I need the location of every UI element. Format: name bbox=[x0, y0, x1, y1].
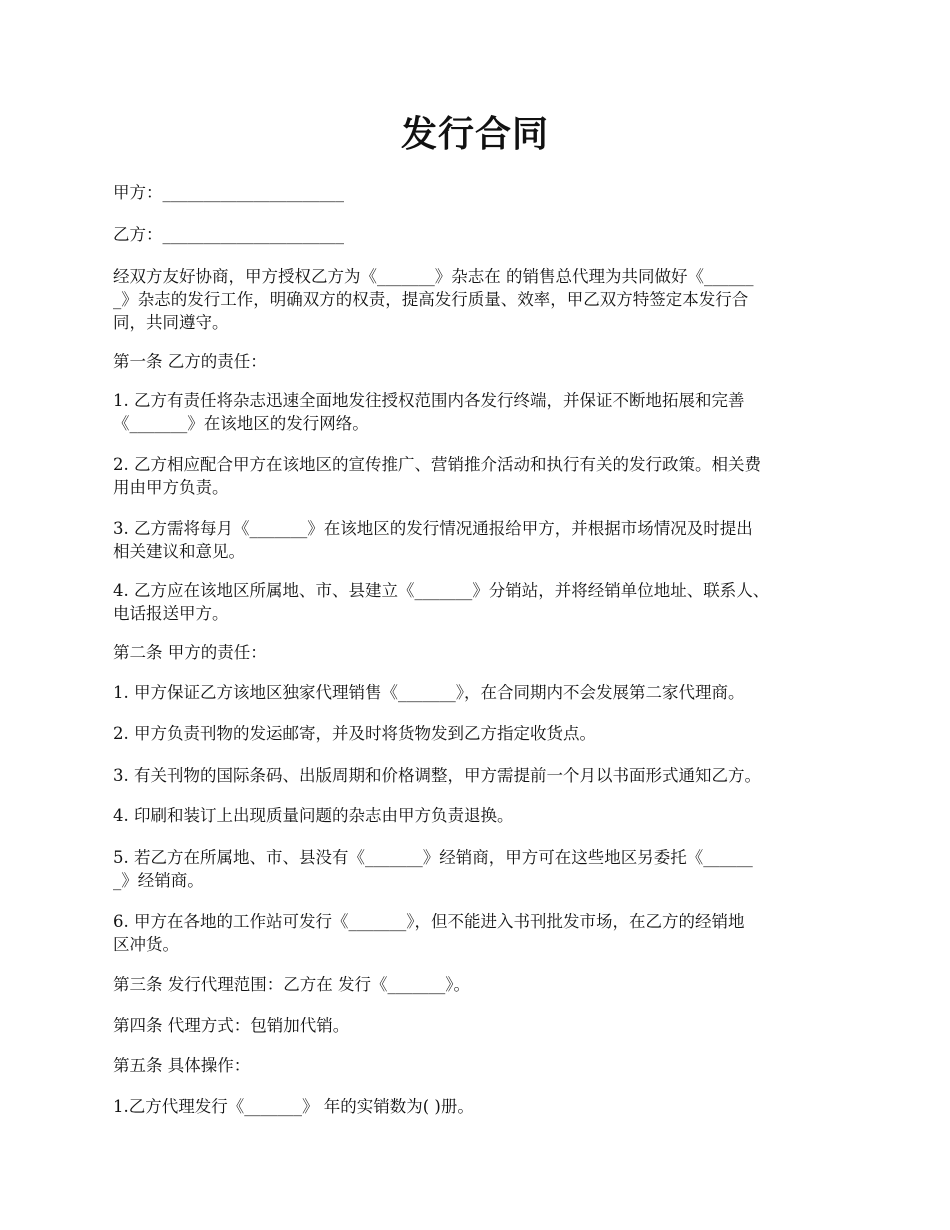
article-1-item-4-line-2: 电话报送甲方。 bbox=[113, 604, 229, 623]
article-1-item-4-line-1: 4. 乙方应在该地区所属地、市、县建立《_______》分销站，并将经销单位地址、联系人、 bbox=[113, 581, 770, 600]
article-5-heading: 第五条 具体操作： bbox=[113, 1056, 251, 1075]
article-2-item-5-line-2: _》经销商。 bbox=[113, 871, 204, 890]
document-title: 发行合同 bbox=[400, 113, 549, 155]
article-3-heading: 第三条 发行代理范围：乙方在 发行《_______》。 bbox=[113, 975, 470, 994]
intro-line-1: 经双方友好协商，甲方授权乙方为《_______》杂志在 的销售总代理为共同做好《______ bbox=[113, 267, 754, 286]
article-2-item-3: 3. 有关刊物的国际条码、出版周期和价格调整，甲方需提前一个月以书面形式通知乙方。 bbox=[113, 766, 761, 785]
article-1-heading: 第一条 乙方的责任： bbox=[113, 352, 267, 371]
intro-line-3: 同，共同遵守。 bbox=[113, 313, 229, 332]
article-5-item-1: 1.乙方代理发行《_______》 年的实销数为( )册。 bbox=[113, 1097, 474, 1116]
article-1-item-3-line-2: 相关建议和意见。 bbox=[113, 542, 245, 561]
article-1-item-2-line-2: 用由甲方负责。 bbox=[113, 478, 229, 497]
party-a-line: 甲方：______________________ bbox=[113, 183, 344, 202]
article-2-heading: 第二条 甲方的责任： bbox=[113, 643, 267, 662]
article-1-item-1-line-1: 1. 乙方有责任将杂志迅速全面地发往授权范围内各发行终端，并保证不断地拓展和完善 bbox=[113, 391, 745, 410]
article-1-item-2-line-1: 2. 乙方相应配合甲方在该地区的宣传推广、营销推介活动和执行有关的发行政策。相关费 bbox=[113, 455, 761, 474]
article-2-item-4: 4. 印刷和装订上出现质量问题的杂志由甲方负责退换。 bbox=[113, 806, 514, 825]
article-1-item-1-line-2: 《_______》在该地区的发行网络。 bbox=[113, 414, 369, 433]
party-b-line: 乙方：______________________ bbox=[113, 225, 344, 244]
article-1-item-3-line-1: 3. 乙方需将每月《_______》在该地区的发行情况通报给甲方，并根据市场情况及时提出 bbox=[113, 519, 753, 538]
article-2-item-6-line-2: 区冲货。 bbox=[113, 935, 179, 954]
article-2-item-2: 2. 甲方负责刊物的发运邮寄，并及时将货物发到乙方指定收货点。 bbox=[113, 724, 596, 743]
intro-line-2: _》杂志的发行工作，明确双方的权责，提高发行质量、效率，甲乙双方特签定本发行合 bbox=[113, 290, 749, 309]
article-4-heading: 第四条 代理方式：包销加代销。 bbox=[113, 1016, 350, 1035]
article-2-item-6-line-1: 6. 甲方在各地的工作站可发行《_______》，但不能进入书刊批发市场，在乙方的经销地 bbox=[113, 912, 745, 931]
article-2-item-1: 1. 甲方保证乙方该地区独家代理销售《_______》，在合同期内不会发展第二家代理商。 bbox=[113, 683, 745, 702]
article-2-item-5-line-1: 5. 若乙方在所属地、市、县没有《_______》经销商，甲方可在这些地区另委托《______ bbox=[113, 848, 753, 867]
